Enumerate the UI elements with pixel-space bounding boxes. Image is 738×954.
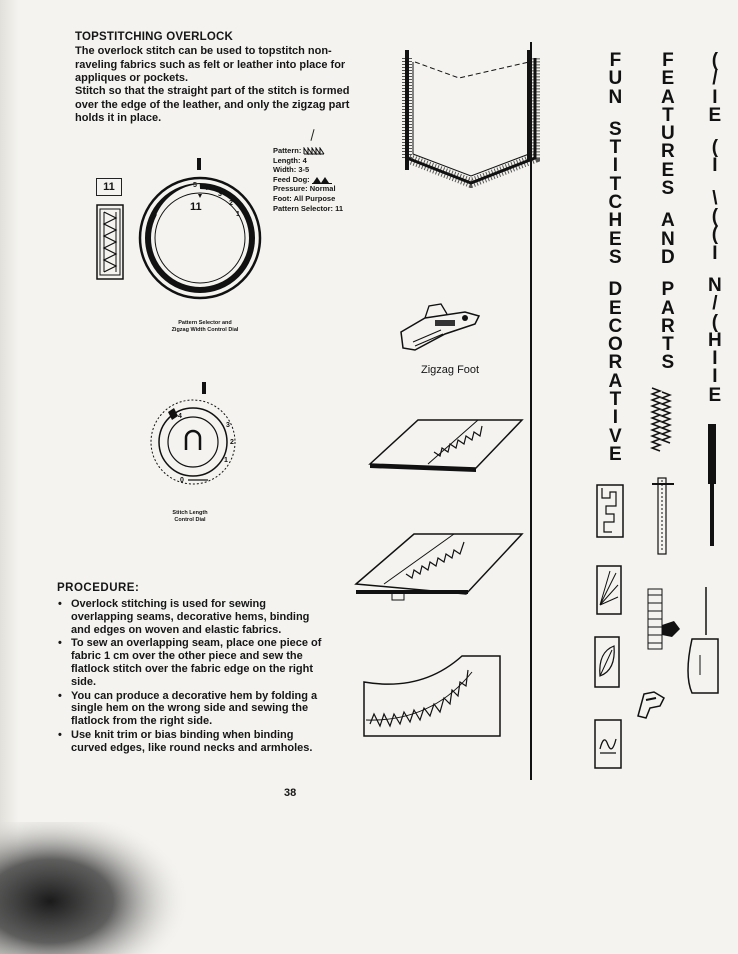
setting-pressure: Pressure: Normal xyxy=(273,184,336,194)
tab-fun-stitches xyxy=(608,52,623,464)
dial2-number: 0 xyxy=(180,477,184,484)
tab-letter: E xyxy=(609,297,622,319)
tab-letter: D xyxy=(661,246,675,268)
overlock-pattern-icon xyxy=(303,147,325,155)
tab-letter: ( xyxy=(711,206,719,228)
dial1-number: 3 xyxy=(218,191,222,198)
tab-letter: I xyxy=(612,155,619,177)
page-edge-shadow xyxy=(0,0,18,954)
setting-foot: Foot: All Purpose xyxy=(273,193,336,203)
list-item: • Use knit trim or bias binding when binding curved edges, like round necks and armholes. xyxy=(58,729,324,755)
tab-letter: T xyxy=(609,137,622,159)
list-item: • Overlock stitching is used for sewing overlapping seams, decorative hems, binding and edges on woven and elastic fabrics. xyxy=(58,598,324,636)
tab-letter: T xyxy=(609,389,622,411)
curved-binding-illustration xyxy=(362,652,504,738)
oil-can-icon xyxy=(682,585,722,695)
screwdriver-icon xyxy=(700,420,724,550)
tab-letter: H xyxy=(608,210,623,232)
overlap-seam-illustration xyxy=(368,416,526,486)
procedure-heading: PROCEDURE: xyxy=(57,582,140,594)
tab-letter: E xyxy=(661,159,675,181)
pattern-card-icon xyxy=(96,204,124,280)
setting-pattern-selector: Pattern Selector: 11 xyxy=(273,203,344,213)
dial2-number: 3 xyxy=(226,422,230,429)
dial1-center-number: 11 xyxy=(190,201,202,213)
needle-icon xyxy=(650,476,676,556)
tab-letter: P xyxy=(661,279,675,301)
tab-letter: I xyxy=(612,407,619,429)
pattern-number-box: 11 xyxy=(96,178,122,196)
setting-pattern: Pattern: xyxy=(273,146,343,156)
tab-letter: E xyxy=(708,384,722,406)
pocket-illustration xyxy=(399,48,541,188)
zigzag-foot-illustration xyxy=(395,292,485,362)
tab-letter: I xyxy=(712,348,718,370)
dial1-number: 2 xyxy=(229,200,233,207)
tab-letter: / xyxy=(712,293,718,315)
dial2-number: 1 xyxy=(224,457,228,464)
tab-letter: T xyxy=(662,104,674,126)
tab-letter: I xyxy=(712,366,718,388)
scan-smudge xyxy=(0,822,200,954)
tab-features-and-parts xyxy=(661,52,675,373)
tab-letter: I xyxy=(712,86,718,108)
tab-letter: H xyxy=(708,329,722,351)
tab-letter: I xyxy=(712,155,718,177)
tab-letter: ( xyxy=(711,137,719,159)
tab-letter: / xyxy=(712,68,718,90)
dial2-number: 2 xyxy=(230,439,234,446)
tab-letter: I xyxy=(712,242,718,264)
column-divider xyxy=(530,42,532,780)
stitch-length-dial xyxy=(138,382,248,492)
dial2-number: 4 xyxy=(178,413,182,420)
tab-letter: D xyxy=(608,279,623,301)
tab-letter: A xyxy=(661,210,675,232)
dial1-number: 1 xyxy=(236,211,240,218)
decorative-hem-illustration xyxy=(354,530,526,606)
setting-width: Width: 3-5 xyxy=(273,165,310,175)
greek-key-stitch-icon xyxy=(596,484,624,538)
tab-letter: U xyxy=(608,68,623,90)
fan-stitch-icon xyxy=(596,565,622,615)
tab-letter: ( xyxy=(711,224,719,246)
tab-letter: U xyxy=(661,123,675,145)
page-number: 38 xyxy=(284,787,297,799)
presser-foot-icon xyxy=(644,585,686,655)
tab-letter: A xyxy=(661,297,675,319)
tab-letter: T xyxy=(609,173,622,195)
setting-length: Length: 4 xyxy=(273,155,307,165)
tab-cut-off-column xyxy=(708,52,722,405)
tab-letter: ( xyxy=(711,311,719,333)
tab-letter: T xyxy=(662,334,674,356)
pattern-selector-dial xyxy=(138,158,263,308)
tab-letter: E xyxy=(609,228,622,250)
decorative-stitch-icon xyxy=(650,386,672,456)
tab-letter: N xyxy=(608,86,623,108)
intro-paragraph-1: The overlock stitch can be used to topstitch non-raveling fabrics such as felt or leather into place for appliques or pockets. xyxy=(75,45,346,84)
tab-letter: V xyxy=(609,425,622,447)
tab-letter: S xyxy=(609,118,622,140)
tab-letter: ( xyxy=(711,50,719,71)
tab-letter: N xyxy=(708,274,722,296)
tab-letter: S xyxy=(609,246,622,268)
dial1-number: 5 xyxy=(193,182,197,189)
feed-dog-up-icon xyxy=(312,176,332,184)
tab-letter: N xyxy=(661,228,675,250)
tab-letter: E xyxy=(609,443,622,465)
clamp-foot-icon xyxy=(634,686,668,722)
tab-letter: A xyxy=(608,370,623,392)
list-item: • You can produce a decorative hem by folding a single hem on the wrong side and sewing the flatlock from the right side. xyxy=(58,690,324,728)
tab-letter: S xyxy=(661,352,675,374)
tab-letter: E xyxy=(708,104,722,126)
dial1-number: 4 xyxy=(204,185,208,192)
procedure-list xyxy=(58,598,324,756)
script-stitch-icon xyxy=(594,719,622,769)
intro-paragraph-2: Stitch so that the straight part of the stitch is formed over the edge of the leather, and only the zigzag part holds it in place. xyxy=(75,85,350,124)
length-dial-caption: Stitch Length Control Dial xyxy=(172,510,208,523)
tab-letter: F xyxy=(609,50,622,71)
tab-letter: R xyxy=(661,141,675,163)
machine-settings xyxy=(273,146,343,213)
tab-letter: C xyxy=(608,315,623,337)
leaf-stitch-icon xyxy=(594,636,620,688)
setting-feed-dog: Feed Dog: xyxy=(273,175,343,185)
tab-letter: C xyxy=(608,192,623,214)
pattern-dial-caption: Pattern Selector and Zigzag Width Control Dial xyxy=(171,320,239,333)
tab-letter: \ xyxy=(712,187,718,209)
list-item: • To sew an overlapping seam, place one piece of fabric 1 cm over the other piece and sew the flatlock stitch over the fabric edge on the right side. xyxy=(58,637,324,688)
tab-letter: E xyxy=(661,68,675,90)
section-heading: TOPSTITCHING OVERLOCK xyxy=(75,31,233,43)
tab-letter: A xyxy=(661,86,675,108)
tab-letter: R xyxy=(608,352,623,374)
tab-letter: R xyxy=(661,315,675,337)
tab-letter: F xyxy=(662,50,674,71)
zigzag-foot-label: Zigzag Foot xyxy=(421,364,480,376)
pointer-line xyxy=(310,129,314,141)
tab-letter: S xyxy=(661,178,675,200)
tab-letter: O xyxy=(608,334,623,356)
